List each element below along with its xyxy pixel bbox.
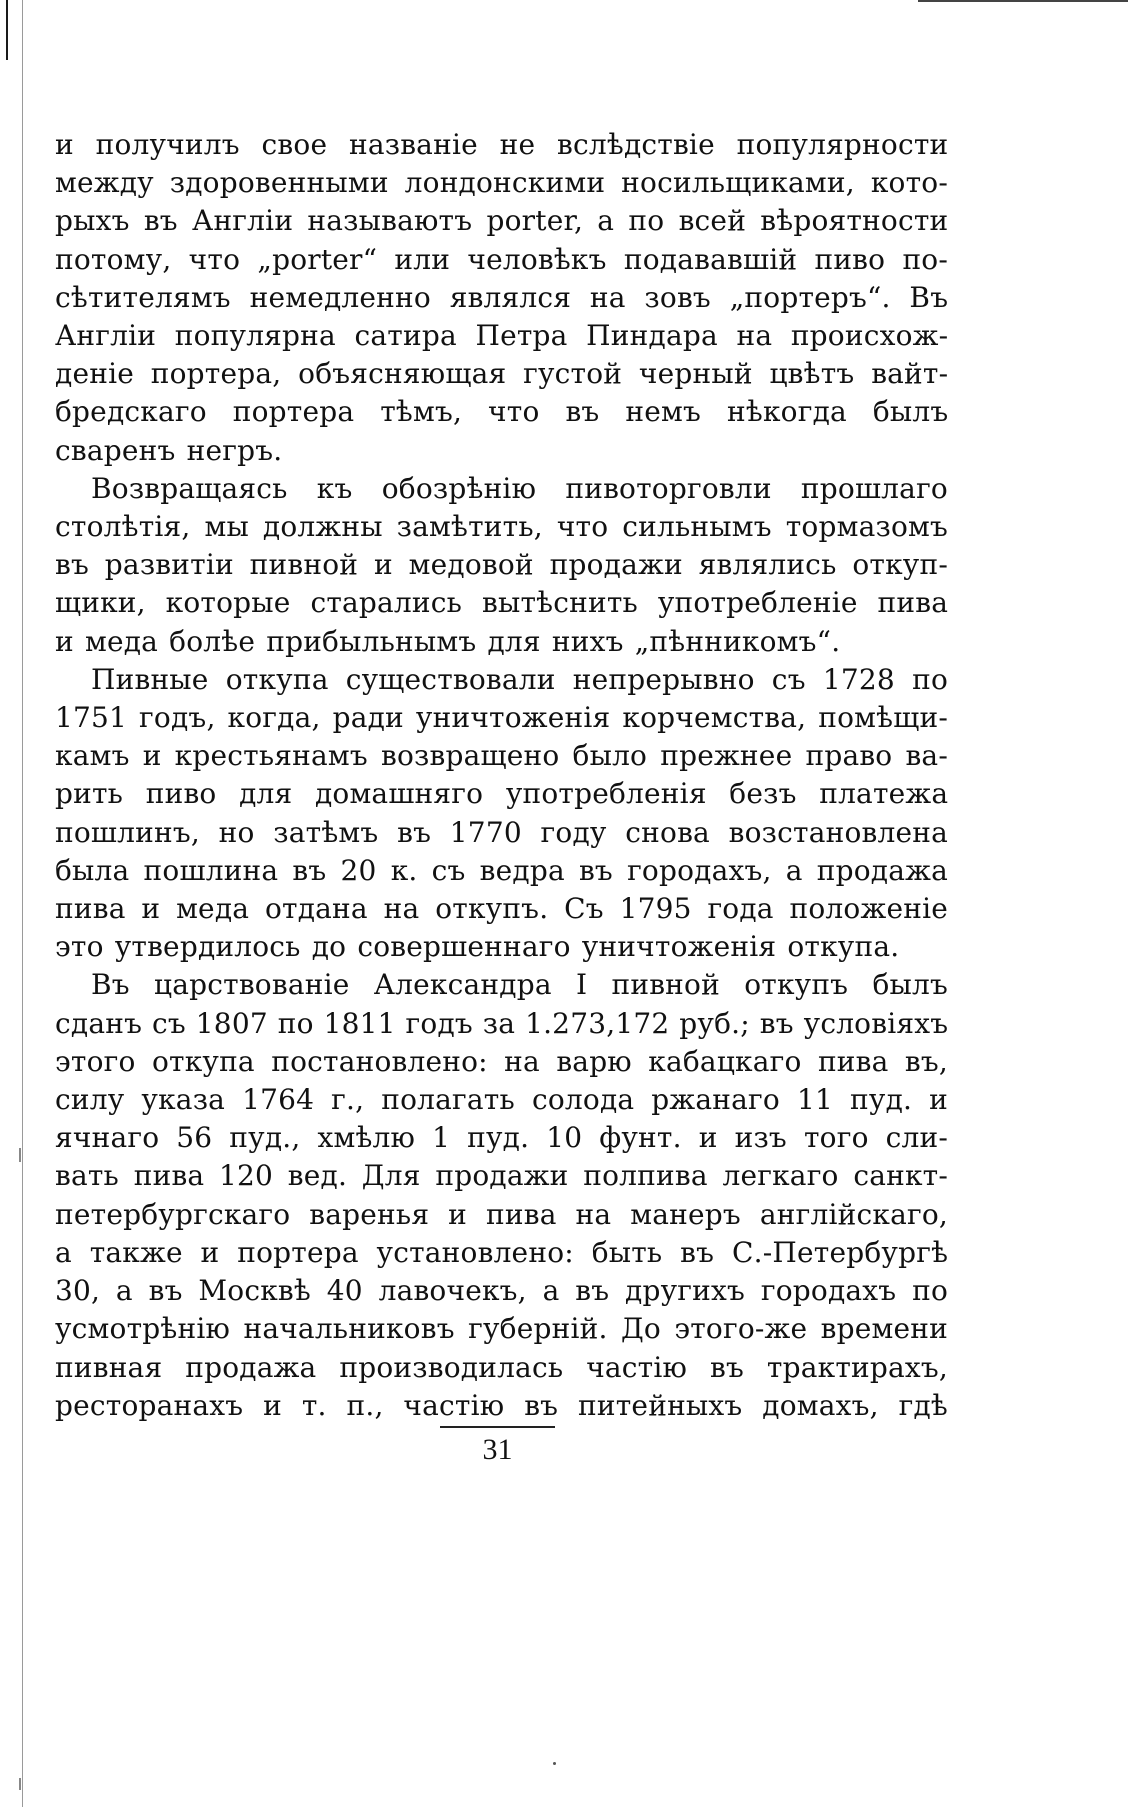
scan-speck xyxy=(553,1762,556,1765)
text-line: между здоровенными лондонскими носильщиками, кото- xyxy=(55,166,948,200)
text-line: столѣтія, мы должны замѣтить, что сильнымъ тормазомъ xyxy=(55,510,948,544)
text-line: а также и портера установлено: быть въ С.-Петербургѣ xyxy=(55,1235,949,1269)
footer-rule xyxy=(440,1426,555,1428)
page-number: 31 xyxy=(482,1433,513,1466)
text-line: рыхъ въ Англіи называютъ porter, а по всей вѣроятности xyxy=(55,204,949,238)
text-line: этого откупа постановлено: на варю кабацкаго пива въ, xyxy=(55,1044,948,1078)
text-line: Возвращаясь къ обозрѣнію пивоторговли прошлаго xyxy=(91,471,948,505)
text-line: петербургскаго варенья и пива на манеръ англійскаго, xyxy=(55,1197,948,1231)
text-line: ячнаго 56 пуд., хмѣлю 1 пуд. 10 фунт. и изъ того сли- xyxy=(55,1121,949,1155)
scan-speck xyxy=(19,1778,21,1790)
text-line: пивная продажа производилась частію въ трактирахъ, xyxy=(55,1350,948,1384)
text-line: 30, а въ Москвѣ 40 лавочекъ, а въ другихъ городахъ по xyxy=(55,1274,949,1308)
paragraph-3 xyxy=(55,661,948,967)
text-line: бредскаго портера тѣмъ, что въ немъ нѣкогда былъ xyxy=(55,395,949,429)
text-line: сданъ съ 1807 по 1811 годъ за 1.273,172 руб.; въ условіяхъ xyxy=(55,1006,949,1040)
text-line: пива и меда отдана на откупъ. Съ 1795 года положеніе xyxy=(55,892,948,926)
paragraph-2 xyxy=(55,470,948,661)
text-line: вать пива 120 вед. Для продажи полпива легкаго санкт- xyxy=(55,1159,949,1193)
paragraph-1 xyxy=(55,126,948,470)
text-line: это утвердилось до совершеннаго уничтоженія откупа. xyxy=(55,930,900,964)
text-line: Въ царствованіе Александра I пивной откупъ былъ xyxy=(91,968,948,1002)
paragraph-4 xyxy=(55,966,948,1424)
text-line: усмотрѣнію начальниковъ губерній. До этого-же времени xyxy=(55,1312,948,1346)
text-line: рить пиво для домашняго употребленія безъ платежа xyxy=(55,777,949,811)
text-line: въ развитіи пивной и медовой продажи являлись откуп- xyxy=(55,548,948,582)
text-line: щики, которые старались вытѣснить употребленіе пива xyxy=(55,586,949,620)
text-line: Англіи популярна сатира Петра Пиндара на происхож- xyxy=(55,319,949,353)
scan-edge-top-mark xyxy=(918,0,1128,2)
scan-edge-mark xyxy=(6,0,8,60)
text-line: и меда болѣе прибыльнымъ для нихъ „пѣнникомъ“. xyxy=(55,624,841,658)
text-line: силу указа 1764 г., полагать солода ржанаго 11 пуд. и xyxy=(55,1083,948,1117)
text-line: была пошлина въ 20 к. съ ведра въ городахъ, а продажа xyxy=(55,853,948,887)
text-line: потому, что „porter“ или человѣкъ подававшій пиво по- xyxy=(55,242,949,276)
text-line: и получилъ свое названіе не вслѣдствіе популярности xyxy=(55,128,949,161)
body-text xyxy=(55,126,948,1425)
page-gutter-line xyxy=(22,0,23,1807)
text-line: сваренъ негръ. xyxy=(55,433,283,467)
text-line: Пивные откупа существовали непрерывно съ 1728 по xyxy=(91,662,948,696)
text-line: деніе портера, объясняющая густой черный цвѣтъ вайт- xyxy=(55,357,949,391)
text-line: 1751 годъ, когда, ради уничтоженія корчемства, помѣщи- xyxy=(55,701,948,735)
text-line: камъ и крестьянамъ возвращено было прежнее право ва- xyxy=(55,739,948,773)
scan-speck xyxy=(19,1148,21,1162)
text-line: сѣтителямъ немедленно являлся на зовъ „портеръ“. Въ xyxy=(55,280,949,314)
text-line: пошлинъ, но затѣмъ въ 1770 году снова возстановлена xyxy=(55,815,948,849)
text-line: ресторанахъ и т. п., частію въ питейныхъ домахъ, гдѣ xyxy=(55,1388,948,1422)
